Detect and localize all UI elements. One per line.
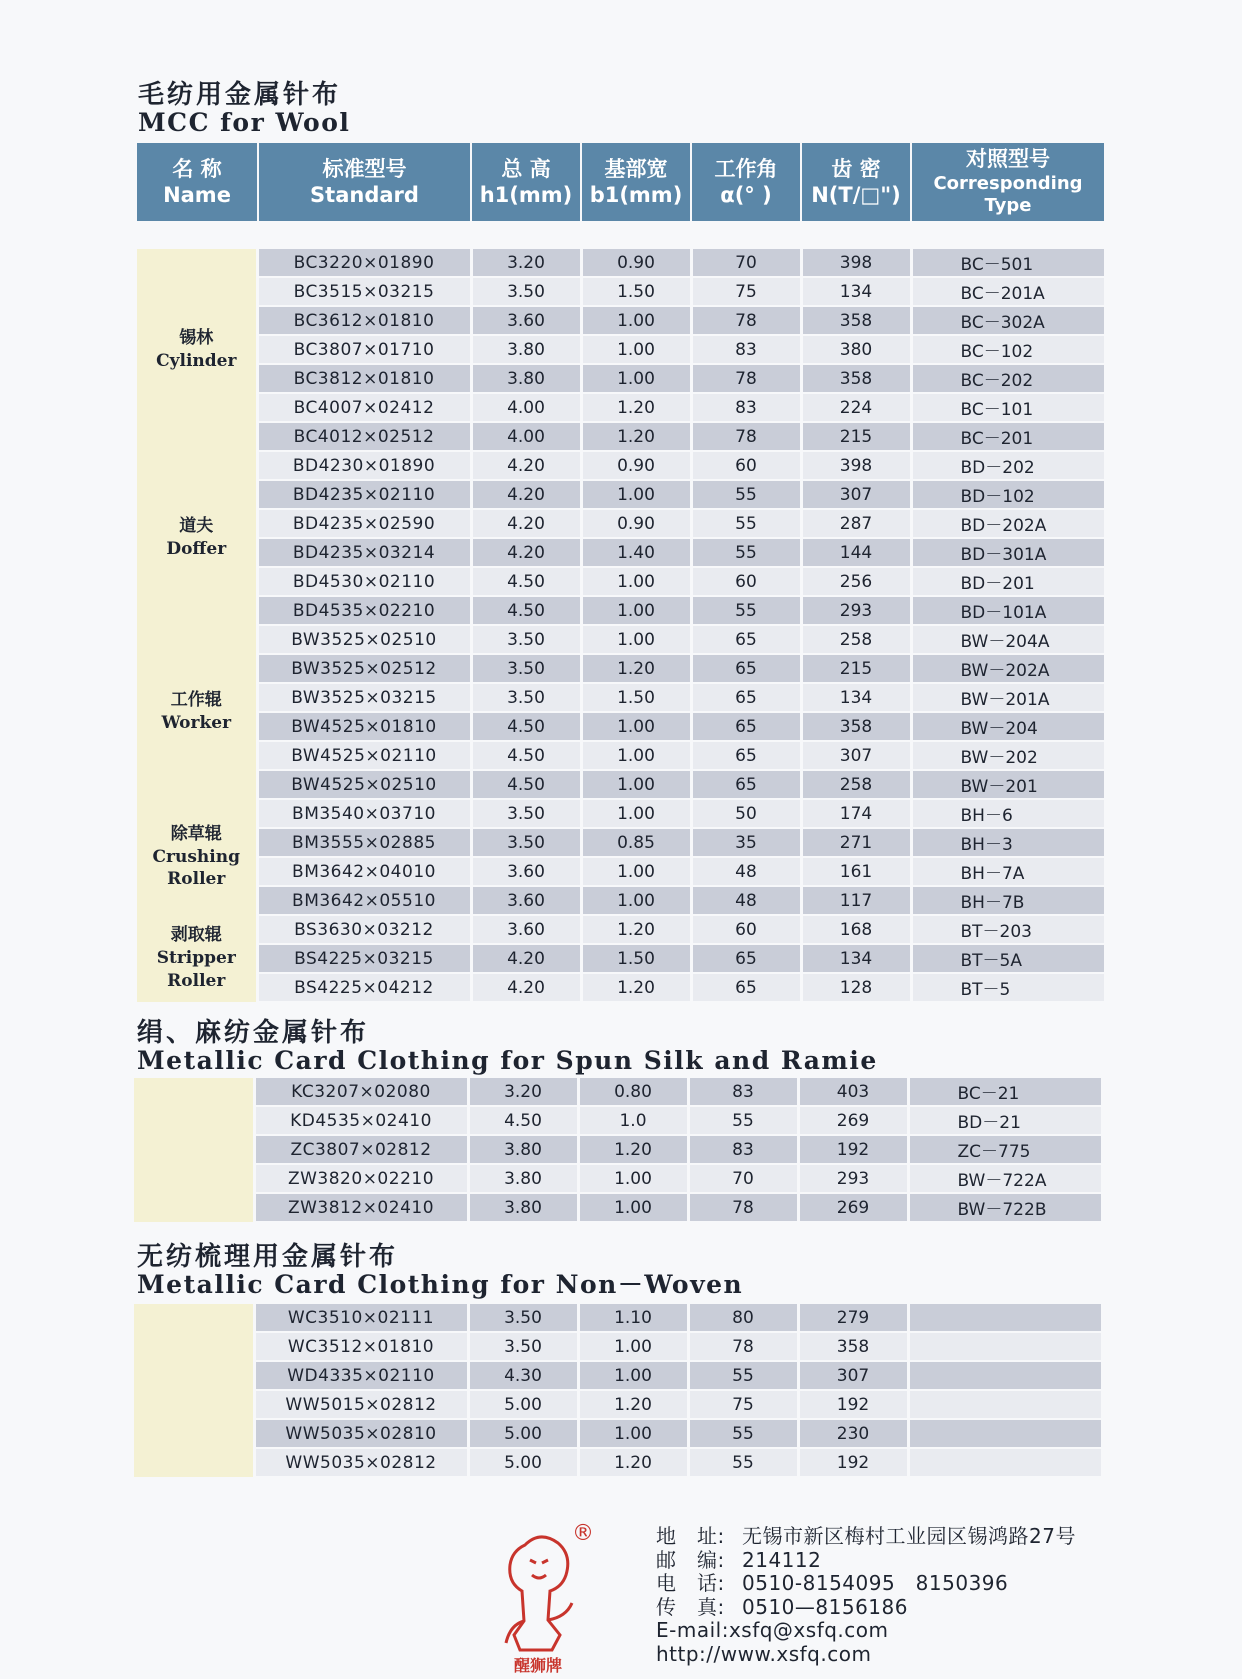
- corresponding-cell: BH－7B: [911, 886, 1104, 915]
- b1-cell: 1.00: [581, 335, 691, 364]
- density-cell: 271: [801, 828, 911, 857]
- table-row: [137, 335, 1104, 364]
- table-row: [137, 770, 1104, 799]
- fax-row: 传 真: 0510—8156186: [656, 1594, 908, 1619]
- b1-cell: 1.00: [581, 480, 691, 509]
- corresponding-cell: BW－201A: [911, 683, 1104, 712]
- standard-cell: BS4225×03215: [257, 944, 471, 973]
- corresponding-cell: BH－7A: [911, 857, 1104, 886]
- header-b1: 基部宽 b1(mm): [582, 143, 690, 221]
- table-row: [134, 1448, 1101, 1477]
- density-cell: 230: [798, 1419, 908, 1448]
- table-row: [134, 1078, 1101, 1106]
- angle-cell: 65: [691, 973, 801, 1002]
- section-title-wool: [138, 82, 350, 135]
- b1-cell: 1.40: [581, 538, 691, 567]
- b1-cell: 1.20: [578, 1390, 688, 1419]
- corresponding-cell: BC－202: [911, 364, 1104, 393]
- b1-cell: 1.00: [581, 741, 691, 770]
- angle-cell: 55: [691, 538, 801, 567]
- density-cell: 168: [801, 915, 911, 944]
- h1-cell: 4.20: [471, 538, 581, 567]
- standard-cell: BW4525×01810: [257, 712, 471, 741]
- table-row: [134, 1106, 1101, 1135]
- density-cell: 358: [801, 306, 911, 335]
- corresponding-cell: BH－3: [911, 828, 1104, 857]
- b1-cell: 1.00: [578, 1332, 688, 1361]
- silk-table: [134, 1078, 1101, 1223]
- angle-cell: 83: [691, 335, 801, 364]
- b1-cell: 1.0: [578, 1106, 688, 1135]
- angle-cell: 78: [688, 1332, 798, 1361]
- density-cell: 358: [798, 1332, 908, 1361]
- b1-cell: 1.00: [581, 799, 691, 828]
- density-cell: 287: [801, 509, 911, 538]
- standard-cell: BW3525×02510: [257, 625, 471, 654]
- h1-cell: 3.60: [471, 886, 581, 915]
- table-row: [134, 1419, 1101, 1448]
- corresponding-cell: BW－722B: [908, 1193, 1101, 1222]
- h1-cell: 4.30: [468, 1361, 578, 1390]
- b1-cell: 1.20: [581, 915, 691, 944]
- b1-cell: 1.00: [578, 1164, 688, 1193]
- header-density: 齿 密 N(T/□"): [802, 143, 910, 221]
- corresponding-cell: BC－21: [908, 1078, 1101, 1106]
- h1-cell: 3.60: [471, 915, 581, 944]
- corresponding-cell: BC－302A: [911, 306, 1104, 335]
- angle-cell: 55: [688, 1106, 798, 1135]
- table-row: [137, 886, 1104, 915]
- density-cell: 224: [801, 393, 911, 422]
- standard-cell: BD4235×03214: [257, 538, 471, 567]
- b1-cell: 1.00: [581, 886, 691, 915]
- angle-cell: 65: [691, 625, 801, 654]
- nonwoven-table: [134, 1304, 1101, 1478]
- angle-cell: 48: [691, 857, 801, 886]
- standard-cell: WC3512×01810: [254, 1332, 468, 1361]
- h1-cell: 4.00: [471, 422, 581, 451]
- corresponding-cell: BC－102: [911, 335, 1104, 364]
- standard-cell: BC3220×01890: [257, 249, 471, 277]
- corresponding-cell: BW－722A: [908, 1164, 1101, 1193]
- b1-cell: 1.00: [581, 712, 691, 741]
- section-title-en: Metallic Card Clothing for Spun Silk and Ramie: [137, 1046, 878, 1075]
- h1-cell: 3.80: [468, 1164, 578, 1193]
- table-row: [134, 1332, 1101, 1361]
- angle-cell: 55: [691, 509, 801, 538]
- h1-cell: 3.80: [468, 1193, 578, 1222]
- table-row: [134, 1164, 1101, 1193]
- standard-cell: WC3510×02111: [254, 1304, 468, 1332]
- angle-cell: 65: [691, 770, 801, 799]
- zip-row: 邮 编: 214112: [656, 1547, 822, 1572]
- section-title-cn: 毛纺用金属针布: [138, 80, 342, 110]
- table-row: [137, 364, 1104, 393]
- density-cell: 293: [798, 1164, 908, 1193]
- corresponding-cell: [908, 1390, 1101, 1419]
- section-title-en: Metallic Card Clothing for Non－Woven: [137, 1270, 744, 1299]
- table-row: [137, 451, 1104, 480]
- table-row: [134, 1390, 1101, 1419]
- standard-cell: BW3525×03215: [257, 683, 471, 712]
- corresponding-cell: BW－201: [911, 770, 1104, 799]
- corresponding-cell: BD－301A: [911, 538, 1104, 567]
- table-row: [137, 509, 1104, 538]
- b1-cell: 1.50: [581, 944, 691, 973]
- corresponding-cell: BW－204A: [911, 625, 1104, 654]
- group-label-cylinder: 锡林 Cylinder: [137, 249, 257, 451]
- corresponding-cell: BT－5: [911, 973, 1104, 1002]
- angle-cell: 75: [688, 1390, 798, 1419]
- standard-cell: BM3555×02885: [257, 828, 471, 857]
- angle-cell: 78: [691, 306, 801, 335]
- angle-cell: 83: [691, 393, 801, 422]
- density-cell: 269: [798, 1193, 908, 1222]
- angle-cell: 65: [691, 654, 801, 683]
- density-cell: 403: [798, 1078, 908, 1106]
- corresponding-cell: BD－201: [911, 567, 1104, 596]
- table-row: [137, 915, 1104, 944]
- h1-cell: 3.80: [471, 335, 581, 364]
- table-row: [137, 625, 1104, 654]
- density-cell: 380: [801, 335, 911, 364]
- angle-cell: 55: [688, 1448, 798, 1477]
- table-row: [137, 741, 1104, 770]
- corresponding-cell: BW－204: [911, 712, 1104, 741]
- h1-cell: 3.50: [471, 683, 581, 712]
- h1-cell: 3.60: [471, 857, 581, 886]
- standard-cell: WD4335×02110: [254, 1361, 468, 1390]
- corresponding-cell: BD－101A: [911, 596, 1104, 625]
- corresponding-cell: [908, 1332, 1101, 1361]
- h1-cell: 4.20: [471, 480, 581, 509]
- section-title-nonwoven: [137, 1244, 743, 1297]
- density-cell: 128: [801, 973, 911, 1002]
- corresponding-cell: BT－5A: [911, 944, 1104, 973]
- website-link[interactable]: http://www.xsfq.com: [656, 1641, 872, 1666]
- density-cell: 269: [798, 1106, 908, 1135]
- group-label-stripper: 剥取辊 Stripper Roller: [137, 915, 257, 1002]
- b1-cell: 1.00: [581, 306, 691, 335]
- corresponding-cell: [908, 1419, 1101, 1448]
- b1-cell: 1.20: [578, 1448, 688, 1477]
- standard-cell: KD4535×02410: [254, 1106, 468, 1135]
- header-corresponding: 对照型号 Corresponding Type: [912, 143, 1104, 221]
- angle-cell: 83: [688, 1078, 798, 1106]
- density-cell: 134: [801, 277, 911, 306]
- h1-cell: 4.20: [471, 944, 581, 973]
- table-row: [137, 683, 1104, 712]
- standard-cell: BD4530×02110: [257, 567, 471, 596]
- b1-cell: 1.00: [578, 1193, 688, 1222]
- table-row: [137, 799, 1104, 828]
- section-title-cn: 绢、麻纺金属针布: [137, 1018, 370, 1048]
- angle-cell: 60: [691, 915, 801, 944]
- angle-cell: 83: [688, 1135, 798, 1164]
- standard-cell: KC3207×02080: [254, 1078, 468, 1106]
- h1-cell: 3.20: [471, 249, 581, 277]
- standard-cell: BC3812×01810: [257, 364, 471, 393]
- address-row: 地 址: 无锡市新区梅村工业园区锡鸿路27号: [656, 1524, 1076, 1548]
- standard-cell: WW5015×02812: [254, 1390, 468, 1419]
- density-cell: 215: [801, 654, 911, 683]
- h1-cell: 3.80: [468, 1135, 578, 1164]
- b1-cell: 1.00: [581, 364, 691, 393]
- table-row: [137, 944, 1104, 973]
- h1-cell: 3.50: [468, 1304, 578, 1332]
- angle-cell: 50: [691, 799, 801, 828]
- table-row: [134, 1361, 1101, 1390]
- density-cell: 161: [801, 857, 911, 886]
- b1-cell: 0.90: [581, 249, 691, 277]
- standard-cell: BC4012×02512: [257, 422, 471, 451]
- density-cell: 258: [801, 770, 911, 799]
- angle-cell: 70: [691, 249, 801, 277]
- standard-cell: BD4235×02110: [257, 480, 471, 509]
- corresponding-cell: BC－501: [911, 249, 1104, 277]
- h1-cell: 4.50: [471, 712, 581, 741]
- b1-cell: 1.20: [578, 1135, 688, 1164]
- corresponding-cell: BC－201: [911, 422, 1104, 451]
- corresponding-cell: BD－102: [911, 480, 1104, 509]
- angle-cell: 65: [691, 712, 801, 741]
- table-row: [137, 567, 1104, 596]
- h1-cell: 4.50: [471, 770, 581, 799]
- group-label-empty: [134, 1304, 254, 1477]
- brand-name: 醒狮牌: [513, 1656, 563, 1675]
- table-row: [134, 1193, 1101, 1222]
- group-label-crushing: 除草辊 Crushing Roller: [137, 799, 257, 915]
- table-header: [137, 143, 1104, 221]
- table-row: [137, 828, 1104, 857]
- b1-cell: 1.50: [581, 277, 691, 306]
- h1-cell: 3.60: [471, 306, 581, 335]
- corresponding-cell: BD－21: [908, 1106, 1101, 1135]
- density-cell: 307: [798, 1361, 908, 1390]
- standard-cell: BW3525×02512: [257, 654, 471, 683]
- density-cell: 117: [801, 886, 911, 915]
- b1-cell: 1.20: [581, 654, 691, 683]
- density-cell: 134: [801, 944, 911, 973]
- b1-cell: 0.90: [581, 451, 691, 480]
- standard-cell: BM3540×03710: [257, 799, 471, 828]
- section-title-cn: 无纺梳理用金属针布: [137, 1242, 399, 1272]
- b1-cell: 1.00: [581, 596, 691, 625]
- table-row: [137, 480, 1104, 509]
- angle-cell: 55: [688, 1361, 798, 1390]
- standard-cell: BC3612×01810: [257, 306, 471, 335]
- standard-cell: BC3515×03215: [257, 277, 471, 306]
- angle-cell: 65: [691, 683, 801, 712]
- h1-cell: 3.50: [471, 828, 581, 857]
- angle-cell: 60: [691, 451, 801, 480]
- density-cell: 398: [801, 249, 911, 277]
- table-row: [137, 654, 1104, 683]
- h1-cell: 4.00: [471, 393, 581, 422]
- header-standard: 标准型号 Standard: [259, 143, 470, 221]
- standard-cell: WW5035×02810: [254, 1419, 468, 1448]
- standard-cell: BW4525×02110: [257, 741, 471, 770]
- angle-cell: 60: [691, 567, 801, 596]
- angle-cell: 48: [691, 886, 801, 915]
- h1-cell: 4.20: [471, 509, 581, 538]
- standard-cell: BS4225×04212: [257, 973, 471, 1002]
- standard-cell: BM3642×05510: [257, 886, 471, 915]
- density-cell: 307: [801, 741, 911, 770]
- b1-cell: 0.90: [581, 509, 691, 538]
- standard-cell: BD4235×02590: [257, 509, 471, 538]
- density-cell: 192: [798, 1390, 908, 1419]
- angle-cell: 78: [688, 1193, 798, 1222]
- angle-cell: 55: [688, 1419, 798, 1448]
- b1-cell: 1.50: [581, 683, 691, 712]
- density-cell: 215: [801, 422, 911, 451]
- standard-cell: BC3807×01710: [257, 335, 471, 364]
- standard-cell: BW4525×02510: [257, 770, 471, 799]
- b1-cell: 1.10: [578, 1304, 688, 1332]
- lion-icon: [480, 1525, 600, 1675]
- group-label-worker: 工作辊 Worker: [137, 625, 257, 799]
- table-row: [137, 538, 1104, 567]
- table-row: [137, 393, 1104, 422]
- standard-cell: BM3642×04010: [257, 857, 471, 886]
- table-row: [137, 857, 1104, 886]
- b1-cell: 1.20: [581, 422, 691, 451]
- corresponding-cell: BW－202: [911, 741, 1104, 770]
- b1-cell: 1.00: [581, 770, 691, 799]
- density-cell: 398: [801, 451, 911, 480]
- h1-cell: 3.80: [471, 364, 581, 393]
- corresponding-cell: BT－203: [911, 915, 1104, 944]
- contact-info: [656, 1525, 1076, 1666]
- density-cell: 174: [801, 799, 911, 828]
- corresponding-cell: BC－101: [911, 393, 1104, 422]
- h1-cell: 5.00: [468, 1390, 578, 1419]
- b1-cell: 1.20: [581, 393, 691, 422]
- table-row: [134, 1304, 1101, 1332]
- h1-cell: 3.50: [471, 277, 581, 306]
- h1-cell: 3.50: [471, 625, 581, 654]
- density-cell: 358: [801, 364, 911, 393]
- standard-cell: BD4535×02210: [257, 596, 471, 625]
- density-cell: 192: [798, 1448, 908, 1477]
- section-title-silk: [137, 1020, 878, 1073]
- corresponding-cell: BW－202A: [911, 654, 1104, 683]
- registered-mark: ®: [572, 1521, 594, 1546]
- table-row: [137, 973, 1104, 1002]
- email-link[interactable]: E-mail:xsfq@xsfq.com: [656, 1618, 889, 1642]
- density-cell: 256: [801, 567, 911, 596]
- tel-row: 电 话: 0510-8154095 8150396: [656, 1571, 1009, 1595]
- density-cell: 134: [801, 683, 911, 712]
- angle-cell: 78: [691, 364, 801, 393]
- h1-cell: 4.50: [468, 1106, 578, 1135]
- corresponding-cell: BC－201A: [911, 277, 1104, 306]
- h1-cell: 3.20: [468, 1078, 578, 1106]
- b1-cell: 1.00: [581, 625, 691, 654]
- standard-cell: ZC3807×02812: [254, 1135, 468, 1164]
- table-row: [137, 422, 1104, 451]
- group-label-empty: [134, 1078, 254, 1222]
- density-cell: 144: [801, 538, 911, 567]
- table-row: [137, 596, 1104, 625]
- angle-cell: 65: [691, 741, 801, 770]
- b1-cell: 1.00: [578, 1419, 688, 1448]
- lion-logo: [480, 1521, 600, 1675]
- corresponding-cell: BD－202A: [911, 509, 1104, 538]
- corresponding-cell: BD－202: [911, 451, 1104, 480]
- angle-cell: 70: [688, 1164, 798, 1193]
- angle-cell: 78: [691, 422, 801, 451]
- table-row: [134, 1135, 1101, 1164]
- b1-cell: 0.80: [578, 1078, 688, 1106]
- table-row: [137, 277, 1104, 306]
- h1-cell: 3.50: [471, 799, 581, 828]
- standard-cell: BC4007×02412: [257, 393, 471, 422]
- density-cell: 307: [801, 480, 911, 509]
- density-cell: 258: [801, 625, 911, 654]
- h1-cell: 4.20: [471, 973, 581, 1002]
- corresponding-cell: [908, 1361, 1101, 1390]
- header-h1: 总 高 h1(mm): [472, 143, 580, 221]
- angle-cell: 55: [691, 596, 801, 625]
- h1-cell: 3.50: [471, 654, 581, 683]
- table-row: [137, 249, 1104, 277]
- h1-cell: 5.00: [468, 1448, 578, 1477]
- density-cell: 279: [798, 1304, 908, 1332]
- header-name: 名 称 Name: [137, 143, 257, 221]
- table-row: [137, 306, 1104, 335]
- b1-cell: 1.20: [581, 973, 691, 1002]
- h1-cell: 4.50: [471, 741, 581, 770]
- density-cell: 293: [801, 596, 911, 625]
- b1-cell: 1.00: [578, 1361, 688, 1390]
- angle-cell: 55: [691, 480, 801, 509]
- angle-cell: 75: [691, 277, 801, 306]
- density-cell: 358: [801, 712, 911, 741]
- wool-table: [137, 249, 1104, 1003]
- angle-cell: 35: [691, 828, 801, 857]
- h1-cell: 5.00: [468, 1419, 578, 1448]
- table-row: [137, 712, 1104, 741]
- standard-cell: BS3630×03212: [257, 915, 471, 944]
- angle-cell: 65: [691, 944, 801, 973]
- corresponding-cell: BH－6: [911, 799, 1104, 828]
- group-label-doffer: 道夫 Doffer: [137, 451, 257, 625]
- standard-cell: WW5035×02812: [254, 1448, 468, 1477]
- h1-cell: 4.50: [471, 567, 581, 596]
- standard-cell: BD4230×01890: [257, 451, 471, 480]
- corresponding-cell: [908, 1448, 1101, 1477]
- h1-cell: 4.50: [471, 596, 581, 625]
- b1-cell: 1.00: [581, 857, 691, 886]
- header-angle: 工作角 α(° ): [692, 143, 800, 221]
- b1-cell: 0.85: [581, 828, 691, 857]
- corresponding-cell: [908, 1304, 1101, 1332]
- h1-cell: 4.20: [471, 451, 581, 480]
- standard-cell: ZW3820×02210: [254, 1164, 468, 1193]
- b1-cell: 1.00: [581, 567, 691, 596]
- standard-cell: ZW3812×02410: [254, 1193, 468, 1222]
- section-title-en: MCC for Wool: [138, 108, 351, 137]
- h1-cell: 3.50: [468, 1332, 578, 1361]
- corresponding-cell: ZC－775: [908, 1135, 1101, 1164]
- density-cell: 192: [798, 1135, 908, 1164]
- angle-cell: 80: [688, 1304, 798, 1332]
